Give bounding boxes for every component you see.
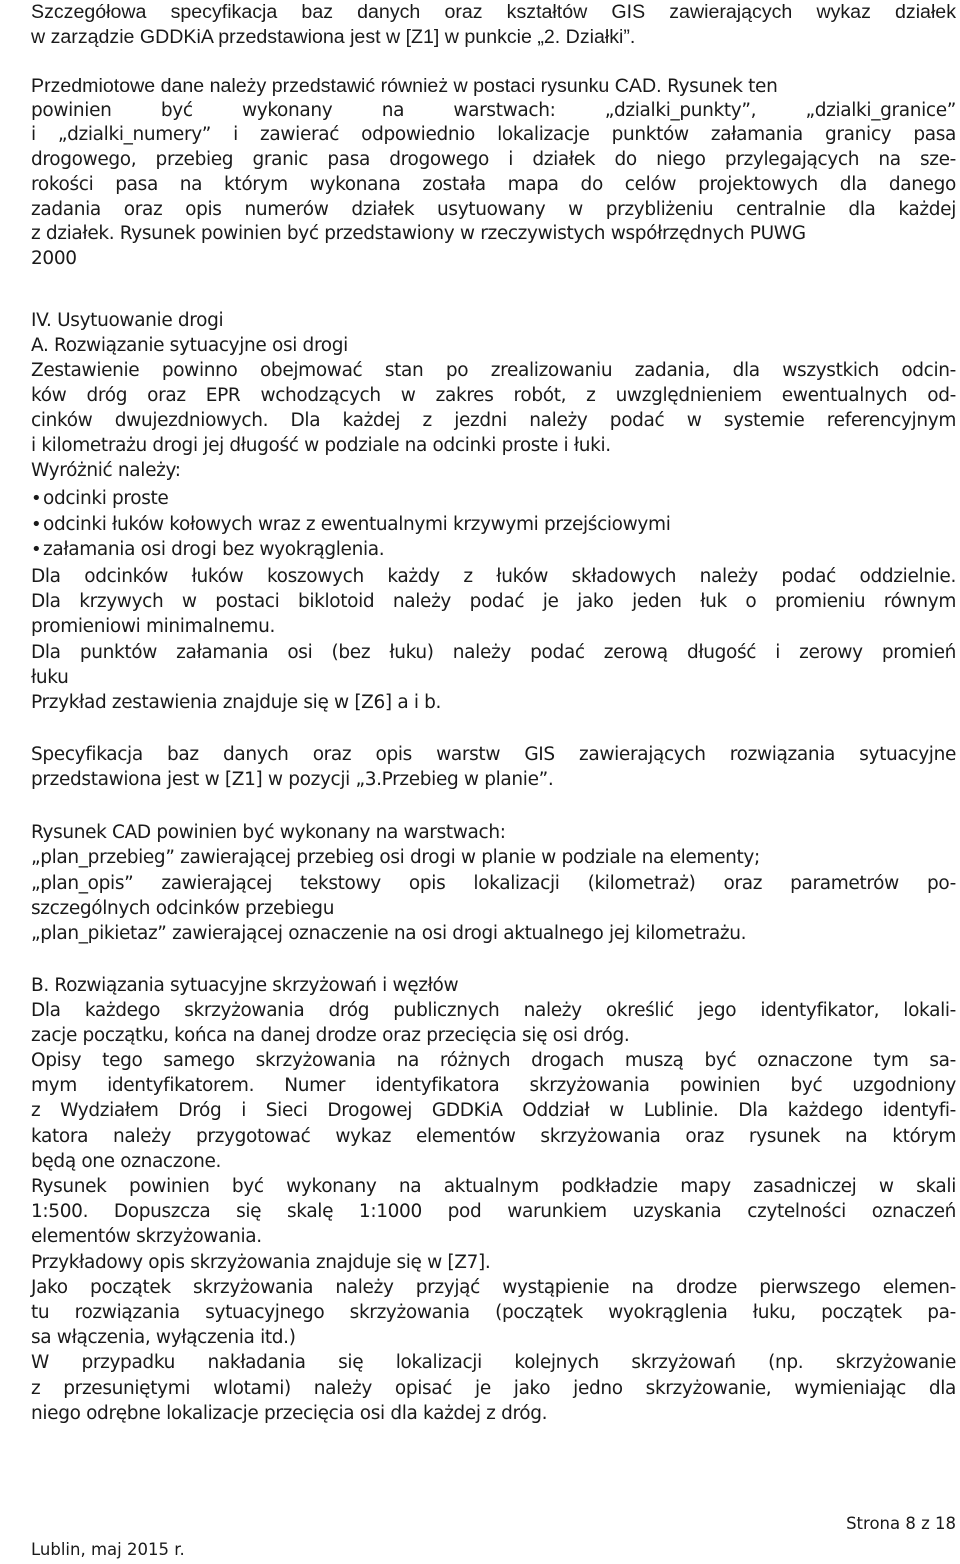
cad-line-7a: z działek. <box>31 223 115 245</box>
cad-layers-line-5: „plan_pikietaz” zawierającej oznaczenie na osi drogi aktualnego jej kilometrażu. <box>31 923 747 944</box>
iv-after-3: promieniowi minimalnemu. <box>31 616 275 637</box>
cad-layers-line-4: szczególnych odcinków przebiegu <box>31 898 335 919</box>
section-iv-heading: IV. Usytuowanie drogi <box>31 310 224 331</box>
intro-line-2: w zarządzie GDDKiA przedstawiona jest w [Z1] w punkcie „2. Działki”. <box>31 25 636 48</box>
cad-line-7 <box>31 222 956 247</box>
cad-line-7b: Rysunek powinien być przedstawiony w rzeczywistych współrzędnych PUWG <box>114 223 806 245</box>
bullet-icon: • <box>31 488 42 509</box>
b-line-8: Rysunek powinien być wykonany na aktualnym podkładzie mapy zasadniczej w skali <box>31 1176 956 1197</box>
b-line-12: Jako początek skrzyżowania należy przyjąć wystąpienie na drodze pierwszego elemen- <box>31 1277 956 1298</box>
b-line-15: W przypadku nakładania się lokalizacji kolejnych skrzyżowań (np. skrzyżowanie <box>31 1352 956 1373</box>
b-line-4: mym identyfikatorem. Numer identyfikatora skrzyżowania powinien być uzgodniony <box>31 1075 956 1096</box>
spec-line-1: Specyfikacja baz danych oraz opis warstw GIS zawierających rozwiązania sytuacyjne <box>31 744 956 765</box>
cad-line-1b: Rysunek ten <box>661 76 778 97</box>
footer-place-date: Lublin, maj 2015 r. <box>31 1540 185 1559</box>
iv-after-4: Dla punktów załamania osi (bez łuku) należy podać zerową długość i zerowy promień <box>31 642 956 663</box>
bullet-text: odcinki łuków kołowych wraz z ewentualnymi krzywymi przejściowymi <box>43 514 671 535</box>
cad-line-2: powinien być wykonany na warstwach: „dzialki_punkty”, „dzialki_granice” <box>31 99 956 121</box>
iv-after-5: łuku <box>31 667 69 688</box>
b-line-3: Opisy tego samego skrzyżowania na różnych drogach muszą być oznaczone tym sa- <box>31 1050 956 1071</box>
b-line-9: 1:500. Dopuszcza się skalę 1:1000 pod warunkiem uzyskania czytelności oznaczeń <box>31 1201 956 1222</box>
b-line-16: z przesuniętymi wlotami) należy opisać je jako jedno skrzyżowanie, wymieniając dla <box>31 1378 956 1399</box>
bullet-icon: • <box>31 514 42 535</box>
b-line-17: niego odrębne lokalizacje przecięcia osi dla każdej z dróg. <box>31 1403 548 1424</box>
iv-line-5: Wyróżnić należy: <box>31 460 181 481</box>
iv-after-2: Dla krzywych w postaci biklotoid należy podać je jako jeden łuk o promieniu równym <box>31 591 956 612</box>
cad-line-5: rokości pasa na którym wykonana została mapa do celów projektowych dla danego <box>31 173 956 195</box>
section-iv-subheading: A. Rozwiązanie sytuacyjne osi drogi <box>31 335 348 356</box>
b-line-13: tu rozwiązania sytuacyjnego skrzyżowania (początek wyokrąglenia łuku, początek pa- <box>31 1302 956 1323</box>
bullet-text: odcinki proste <box>43 488 169 509</box>
page-number: Strona 8 z 18 <box>846 1514 956 1533</box>
intro-line-1: Szczegółowa specyfikacja baz danych oraz kształtów GIS zawierających wykaz działek <box>31 1 956 23</box>
iv-line-4: i kilometrażu drogi jej długość w podziale na odcinki proste i łuki. <box>31 435 611 456</box>
iv-line-2: ków dróg oraz EPR wchodzących w zakres robót, z uwzględnieniem ewentualnych od- <box>31 385 956 406</box>
iv-line-3: cinków dwujezdniowych. Dla każdej z jezdni należy podać w systemie referencyjnym <box>31 410 956 431</box>
b-line-10: elementów skrzyżowania. <box>31 1226 262 1247</box>
b-line-7: będą one oznaczone. <box>31 1151 222 1172</box>
spec-line-2: przedstawiona jest w [Z1] w pozycji „3.Przebieg w planie”. <box>31 769 554 790</box>
cad-layers-line-3: „plan_opis” zawierającej tekstowy opis lokalizacji (kilometraż) oraz parametrów po- <box>31 873 956 894</box>
b-line-11: Przykładowy opis skrzyżowania znajduje się w [Z7]. <box>31 1252 491 1273</box>
bullet-icon: • <box>31 539 42 560</box>
bullet-text: załamania osi drogi bez wyokrąglenia. <box>43 539 385 560</box>
section-b-heading: B. Rozwiązania sytuacyjne skrzyżowań i węzłów <box>31 975 459 996</box>
cad-line-1 <box>31 74 956 100</box>
b-line-1: Dla każdego skrzyżowania dróg publicznych należy określić jego identyfikator, lokali- <box>31 1000 956 1021</box>
cad-layers-line-2: „plan_przebieg” zawierającej przebieg osi drogi w planie w podziale na elementy; <box>31 847 760 868</box>
cad-line-8: 2000 <box>31 247 77 269</box>
b-line-2: zacje początku, końca na danej drodze oraz przecięcia się osi dróg. <box>31 1025 630 1046</box>
iv-line-1: Zestawienie powinno obejmować stan po zrealizowaniu zadania, dla wszystkich odcin- <box>31 360 956 381</box>
cad-line-4: drogowego, przebieg granic pasa drogowego i działek do niego przylegających na sze- <box>31 149 956 171</box>
cad-layers-line-1: Rysunek CAD powinien być wykonany na warstwach: <box>31 822 506 843</box>
cad-line-1a: Przedmiotowe dane należy przedstawić również w postaci rysunku CAD. <box>31 75 662 97</box>
iv-after-6: Przykład zestawienia znajduje się w [Z6] a i b. <box>31 692 442 713</box>
b-line-6: katora należy przygotować wykaz elementów skrzyżowania oraz rysunek na którym <box>31 1126 956 1147</box>
cad-line-6: zadania oraz opis numerów działek usytuowany w przybliżeniu centralnie dla każdej <box>31 198 956 220</box>
b-line-14: sa włączenia, wyłączenia itd.) <box>31 1327 296 1348</box>
iv-after-1: Dla odcinków łuków koszowych każdy z łuków składowych należy podać oddzielnie. <box>31 566 956 587</box>
cad-line-3: i „dzialki_numery” i zawierać odpowiednio lokalizacje punktów załamania granicy pasa <box>31 124 956 146</box>
b-line-5: z Wydziałem Dróg i Sieci Drogowej GDDKiA Oddział w Lublinie. Dla każdego identyfi- <box>31 1100 956 1121</box>
